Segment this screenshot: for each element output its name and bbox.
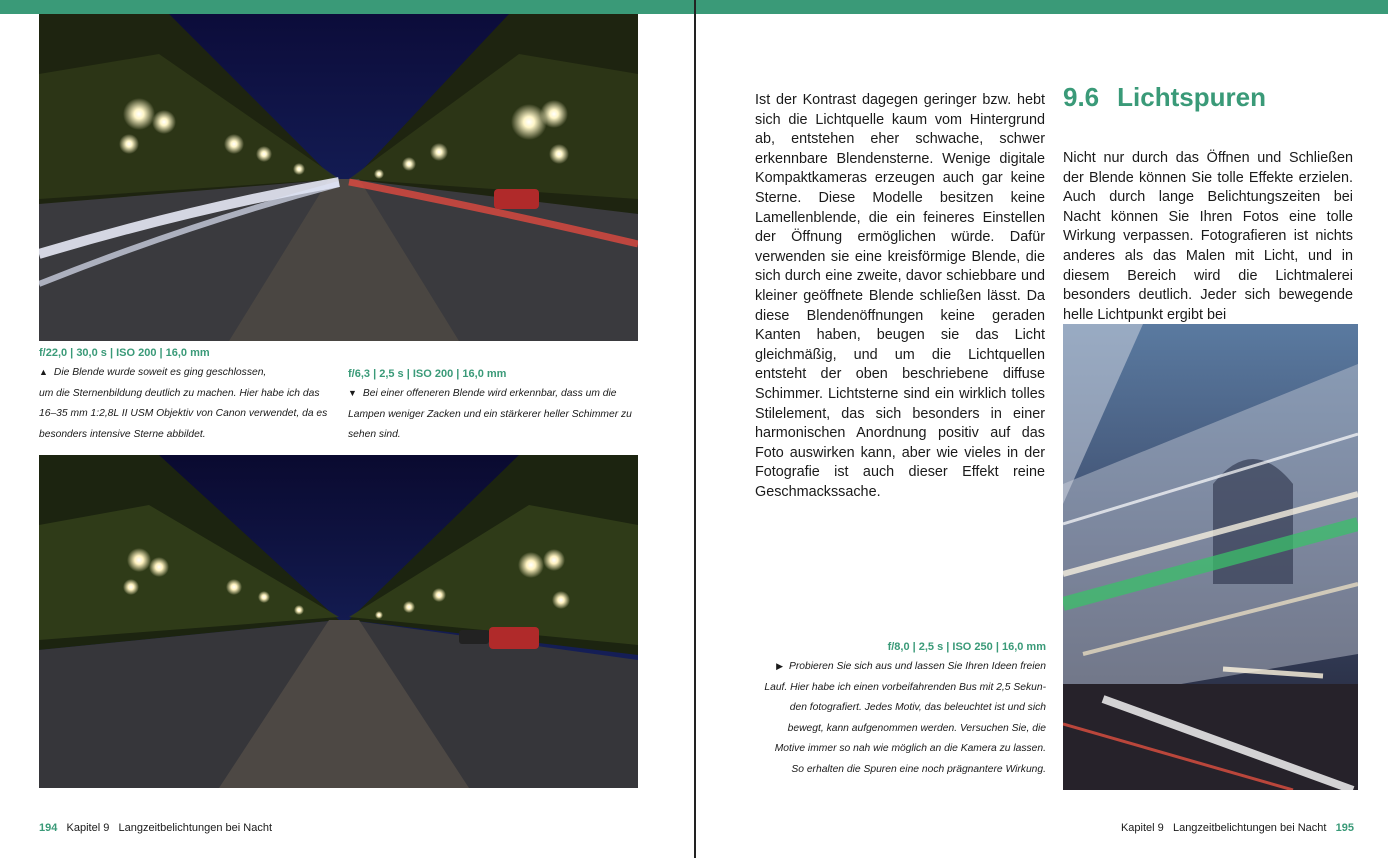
caption-bottom-line-3: sehen sind. <box>348 429 401 440</box>
caption-bus-line-3: den fotografiert. Jedes Motiv, das beleuchtet ist und sich <box>789 702 1046 713</box>
left-footer-chapter: Kapitel 9 <box>66 822 110 834</box>
caption-bus-line-5: Motive immer so nah wie möglich an die Kamera zu lassen. <box>774 743 1046 754</box>
caption-top-marker: ▲ <box>39 367 48 377</box>
exif-top-photo: f/22,0 | 30,0 s | ISO 200 | 16,0 mm <box>39 347 210 359</box>
section-heading <box>1063 82 1266 113</box>
caption-bottom-line-1: ▼ Bei einer offeneren Blende wird erkennbar, dass um die <box>348 388 617 399</box>
right-page-number: 195 <box>1335 822 1354 834</box>
caption-bus-photo <box>745 656 1046 780</box>
left-page-number: 194 <box>39 822 58 834</box>
section-title: Lichtspuren <box>1117 82 1266 112</box>
left-footer-chapter-title: Langzeitbelichtungen bei Nacht <box>118 822 273 834</box>
section-number: 9.6 <box>1063 82 1100 112</box>
caption-top-line-2: um die Sternenbildung deutlich zu machen. Hier habe ich das <box>39 387 320 399</box>
body-text-column-1: Ist der Kontrast dagegen geringer bzw. hebt sich die Lichtquelle kaum vom Hintergrund ab, entstehen eher schwache, schwer erkennbare Blendensterne. Wenige digitale Kompaktkameras erzeugen auch gar keine Sterne. Diese Modelle besitzen keine Lamellenblende, die ein feineres Einstellen der Öffnung ermöglichen würde. Dafür verwenden sie eine kreisförmige Blende, die sich durch eine zweite, davor schiebbare und kleiner geöffnete Blende schließen lässt. Da diese Blendenöffnungen keine geraden Kanten haben, beugen sie das Licht gleichmäßig, und um die Lichtquellen entsteht der oben beschriebene diffuse Schimmer. Lichtsterne sind ein wirklich tolles Stilelement, das sich besonders in einer harmonischen Anordnung positiv auf das Foto auswirken kann, aber wie vieles in der Fotografie ist auch dieser Effekt reine Geschmackssache. <box>755 92 1045 500</box>
right-footer-chapter: Kapitel 9 <box>1120 822 1164 834</box>
book-spine <box>694 0 696 858</box>
photo-street-stars-top <box>39 14 638 341</box>
caption-bottom-marker: ▼ <box>348 388 357 398</box>
caption-top-line-4: besonders intensive Sterne abbildet. <box>39 428 206 440</box>
caption-bus-line-1: ▶ Probieren Sie sich aus und lassen Sie Ihren Ideen freien <box>776 661 1046 672</box>
left-top-bar <box>0 0 694 14</box>
caption-bottom-photo <box>348 383 643 446</box>
left-footer <box>39 822 272 834</box>
exif-bus-photo: f/8,0 | 2,5 s | ISO 250 | 16,0 mm <box>887 641 1046 653</box>
body-text-column-2: Nicht nur durch das Öffnen und Schließen der Blende können Sie tolle Effekte erzielen. Auch durch lange Belichtungszeiten bei Nacht können Sie Ihren Fotos eine tolle Wirkung verpassen. Fotografieren ist nichts anderes als das Malen mit Licht, und in diesem Bereich wird die Lichtmalerei besonders deutlich. Jeder sich bewegende helle Lichtpunkt ergibt bei <box>1063 150 1353 323</box>
photo-bus-light-trails <box>1063 324 1358 790</box>
right-footer-chapter-title: Langzeitbelichtungen bei Nacht <box>1172 822 1327 834</box>
right-footer <box>1121 822 1354 834</box>
photo-street-stars-bottom <box>39 455 638 788</box>
caption-bottom-line-2: Lampen weniger Zacken und ein stärkerer heller Schimmer zu <box>348 408 632 420</box>
caption-top-line-1: ▲ Die Blende wurde soweit es ging geschlossen, <box>39 367 267 378</box>
caption-bus-line-4: bewegt, kann aufgenommen werden. Versuchen Sie, die <box>787 722 1046 734</box>
caption-bus-line-2: Lauf. Hier habe ich einen vorbeifahrenden Bus mit 2,5 Sekun- <box>764 681 1046 693</box>
caption-bus-marker: ▶ <box>776 661 783 671</box>
caption-top-line-3: 16–35 mm 1:2,8L II USM Objektiv von Canon verwendet, da es <box>39 408 328 419</box>
right-top-bar <box>696 0 1388 14</box>
exif-bottom-photo: f/6,3 | 2,5 s | ISO 200 | 16,0 mm <box>348 368 507 380</box>
caption-top-photo <box>39 362 339 445</box>
caption-bus-line-6: So erhalten die Spuren eine noch prägnantere Wirkung. <box>791 763 1046 775</box>
